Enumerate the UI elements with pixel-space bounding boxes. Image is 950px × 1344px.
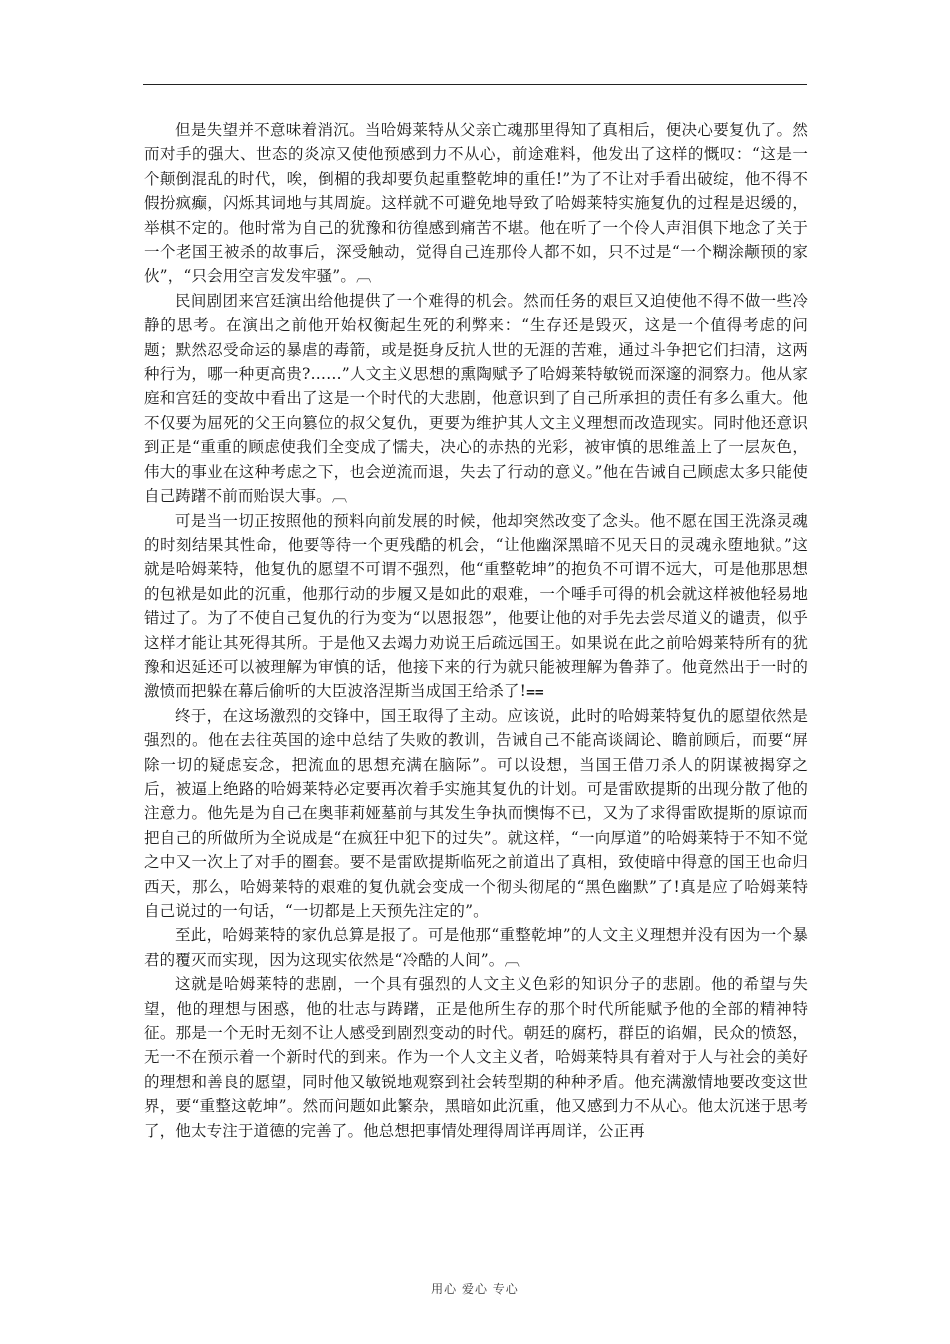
header-rule	[143, 84, 807, 85]
paragraph: 但是失望并不意味着消沉。当哈姆莱特从父亲亡魂那里得知了真相后，便决心要复仇了。然而对手的强大、世态的炎凉又使他预感到力不从心，前途难料，他发出了这样的慨叹：“这是一个颠倒混乱的时代，唉，倒楣的我却要负起重整乾坤的重任!”为了不让对手看出破绽，他不得不假扮疯癫，闪烁其词地与其周旋。这样就不可避免地导致了哈姆莱特实施复仇的过程是迟缓的，举棋不定的。他时常为自己的犹豫和彷徨感到痛苦不堪。他在听了一个伶人声泪俱下地念了关于一个老国王被杀的故事后，深受触动，觉得自己连那伶人都不如，只不过是“一个糊涂颟顸的家伙”，“只会用空言发发牢骚”。︹	[144, 121, 808, 286]
paragraph: 终于，在这场激烈的交锋中，国王取得了主动。应该说，此时的哈姆莱特复仇的愿望依然是强烈的。他在去往英国的途中总结了失败的教训，告诫自己不能高谈阔论、瞻前顾后，而要“屏除一切的疑虑妄念，把流血的思想充满在脑际”。可以设想，当国王借刀杀人的阴谋被揭穿之后，被逼上绝路的哈姆莱特必定要再次着手实施其复仇的计划。可是雷欧提斯的出现分散了他的注意力。他先是为自己在奥菲莉娅墓前与其发生争执而懊悔不已，又为了求得雷欧提斯的原谅而把自己的所做所为全说成是“在疯狂中犯下的过失”。就这样，“一向厚道”的哈姆莱特于不知不觉之中又一次上了对手的圈套。要不是雷欧提斯临死之前道出了真相，致使暗中得意的国王也命归西天，那么，哈姆莱特的艰难的复仇就会变成一个彻头彻尾的“黑色幽默”了!真是应了哈姆莱特自己说过的一句话，“一切都是上天预先注定的”。	[144, 706, 808, 920]
page-footer: 用心 爱心 专心	[431, 1282, 519, 1296]
paragraph: 至此，哈姆莱特的家仇总算是报了。可是他那“重整乾坤”的人文主义理想并没有因为一个暴君的覆灭而实现，因为这现实依然是“冷酷的人间”。︹	[144, 926, 808, 969]
body-text	[144, 118, 808, 1143]
paragraph: 民间剧团来宫廷演出给他提供了一个难得的机会。然而任务的艰巨又迫使他不得不做一些冷静的思考。在演出之前他开始权衡起生死的利弊来：“生存还是毁灭，这是一个值得考虑的问题；默然忍受命运的暴虐的毒箭，或是挺身反抗人世的无涯的苦难，通过斗争把它们扫清，这两种行为，哪一种更高贵?……”人文主义思想的熏陶赋予了哈姆莱特敏锐而深邃的洞察力。他从家庭和宫廷的变故中看出了这是一个时代的大悲剧，他意识到了自己所承担的责任有多么重大。他不仅要为屈死的父王向篡位的叔父复仇，更要为维护其人文主义理想而改造现实。同时他还意识到正是“重重的顾虑使我们全变成了懦夫，决心的赤热的光彩，被审慎的思维盖上了一层灰色，伟大的事业在这种考虑之下，也会逆流而退，失去了行动的意义。”他在告诫自己顾虑太多只能使自己踌躇不前而贻误大事。︹	[144, 291, 808, 506]
paragraph: 这就是哈姆莱特的悲剧，一个具有强烈的人文主义色彩的知识分子的悲剧。他的希望与失望，他的理想与困惑，他的壮志与踌躇，正是他所生存的那个时代所能赋予他的全部的精神特征。那是一个无时无刻不让人感受到剧烈变动的时代。朝廷的腐朽，群臣的谄媚，民众的愤怒，无一不在预示着一个新时代的到来。作为一个人文主义者，哈姆莱特具有着对于人与社会的美好的理想和善良的愿望，同时他又敏锐地观察到社会转型期的种种矛盾。他充满激情地要改变这世界，要“重整这乾坤”。然而问题如此繁杂，黑暗如此沉重，他又感到力不从心。他太沉迷于思考了，他太专注于道德的完善了。他总想把事情处理得周详再周详，公正再	[144, 975, 808, 1140]
paragraph: 可是当一切正按照他的预料向前发展的时候，他却突然改变了念头。他不愿在国王洗涤灵魂的时刻结果其性命，他要等待一个更残酷的机会，“让他幽深黑暗不见天日的灵魂永堕地狱。”这就是哈姆莱特，他复仇的愿望不可谓不强烈，他“重整乾坤”的抱负不可谓不远大，可是他那思想的包袱是如此的沉重，他那行动的步履又是如此的艰难，一个唾手可得的机会就这样被他轻易地错过了。为了不使自己复仇的行为变为“以恩报怨”，他要让他的对手先去尝尽道义的谴责，似乎这样才能让其死得其所。于是他又去竭力劝说王后疏远国王。如果说在此之前哈姆莱特所有的犹豫和迟延还可以被理解为审慎的话，他接下来的行为就只能被理解为鲁莽了。他竟然出于一时的激愤而把躲在幕后偷听的大臣波洛涅斯当成国王给杀了!⩵	[144, 511, 808, 701]
